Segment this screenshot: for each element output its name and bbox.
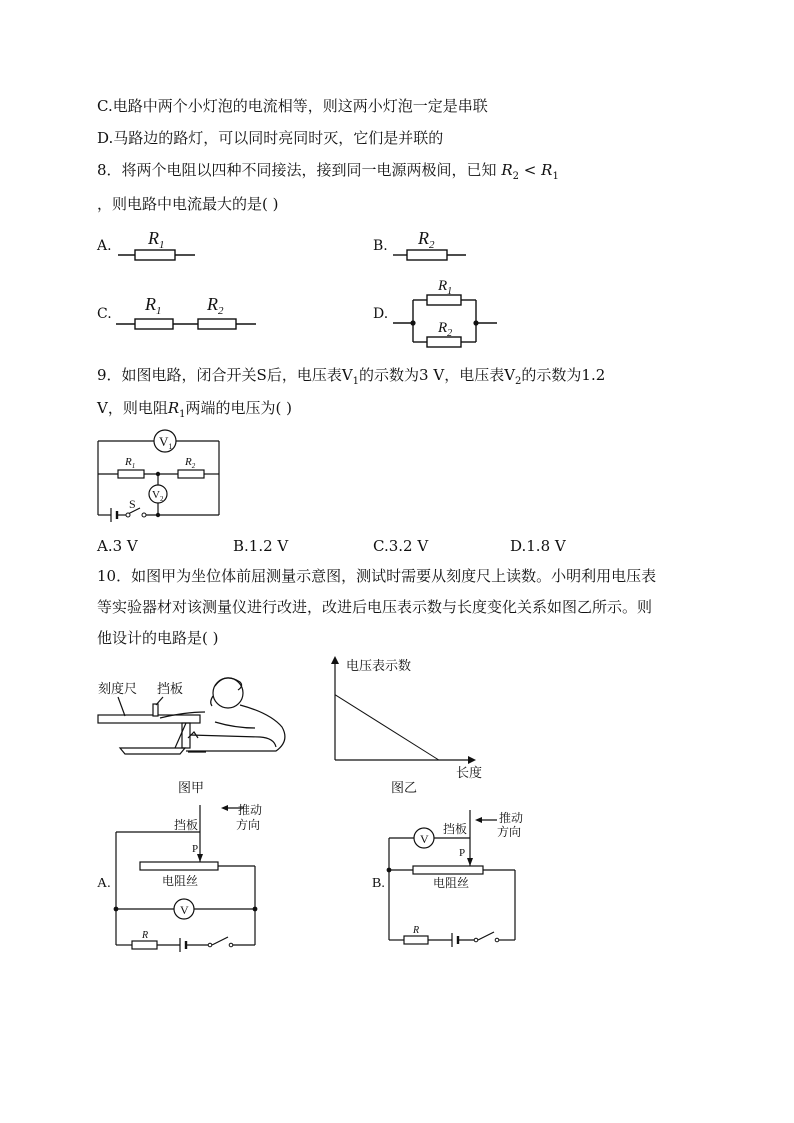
b-resistor-r [404,936,428,944]
option-c-text: C.电路中两个小灯泡的电流相等，则这两小灯泡一定是串联 [97,97,488,115]
b-resistance-wire [413,866,483,874]
q8-c-r2-label: $R_2$ [207,294,224,317]
q8-line-2: ，则电路中电流最大的是( ) [97,195,279,213]
q8-option-c-label: C. [97,306,112,322]
q8-d-r1-label: $R_1$ [438,278,453,297]
svg-text:V1: $V_1$ [159,434,173,451]
q8-r1-symbol: R [541,161,553,179]
q8-option-d-label: D. [373,306,389,322]
svg-text:推动: 推动 [238,803,263,817]
q8-option-a-label: A. [97,238,112,254]
chart-xlabel: 长度 [456,765,483,780]
svg-text:P: P [459,847,466,859]
q8-d-r2-label: $R_2$ [438,320,453,339]
figure-jia-caption: 图甲 [178,780,205,795]
q10-line-1: 10．如图甲为坐位体前屈测量示意图，测试时需要从刻度尺上读数。小明利用电压表 [97,567,657,585]
q9-option-d: D.1.8 V [510,537,566,555]
chart-ylabel: 电压表示数 [346,658,412,673]
svg-text:方向: 方向 [236,818,261,832]
q10-line-3: 他设计的电路是( ) [97,629,219,647]
option-d-text: D.马路边的路灯，可以同时亮同时灭，它们是并联的 [97,129,444,147]
svg-text:电阻丝: 电阻丝 [162,874,199,888]
q8-r2-symbol: R [501,161,513,179]
svg-text:V2: $V_2$ [152,489,164,503]
svg-text:挡板: 挡板 [174,818,199,832]
q9-line-1: 9．如图电路，闭合开关S后，电压表$V_1$的示数为3 V，电压表$V_2$的示数为1.2 [97,366,606,387]
q8-stem: 8．将两个电阻以四种不同接法，接到同一电源两极间，已知 [97,161,497,179]
svg-text:推动: 推动 [499,811,524,825]
svg-text:电阻丝: 电阻丝 [433,876,470,890]
circuit-a-option-label: A. [97,876,111,891]
less-than: < [523,161,537,179]
svg-text:R2: $R_2$ [185,456,196,470]
svg-text:P: P [192,843,199,855]
q9-option-a: A.3 V [97,537,138,555]
q9-option-c: C.3.2 V [373,537,429,555]
q8-a-r1-label: $R_1$ [148,228,165,251]
q8-c-r1-label: $R_1$ [145,294,162,317]
svg-text:R: R [413,925,420,936]
q8-option-b-label: B. [373,238,388,254]
chart-title: 图乙 [391,780,418,795]
q9-line-2: V，则电阻$R_1$两端的电压为( ) [97,399,292,420]
svg-text:挡板: 挡板 [443,822,468,836]
svg-text:R1: $R_1$ [125,456,136,470]
q9-option-b: B.1.2 V [233,537,289,555]
ruler-label: 刻度尺 [98,681,138,696]
q10-line-2: 等实验器材对该测量仪进行改进，改进后电压表示数与长度变化关系如图乙所示。则 [97,598,653,616]
svg-text:V: V [420,832,429,846]
svg-text:方向: 方向 [497,825,522,839]
circuit-b-option-label: B. [372,876,385,891]
svg-text:S: S [129,497,136,511]
q8-line-1: 8．将两个电阻以四种不同接法，接到同一电源两极间，已知 $R_2 < R_1$ [97,161,559,182]
baffle-label: 挡板 [157,681,184,696]
q8-b-r2-label: $R_2$ [418,228,435,251]
svg-text:R: R [142,930,149,941]
svg-text:V: V [180,903,189,917]
